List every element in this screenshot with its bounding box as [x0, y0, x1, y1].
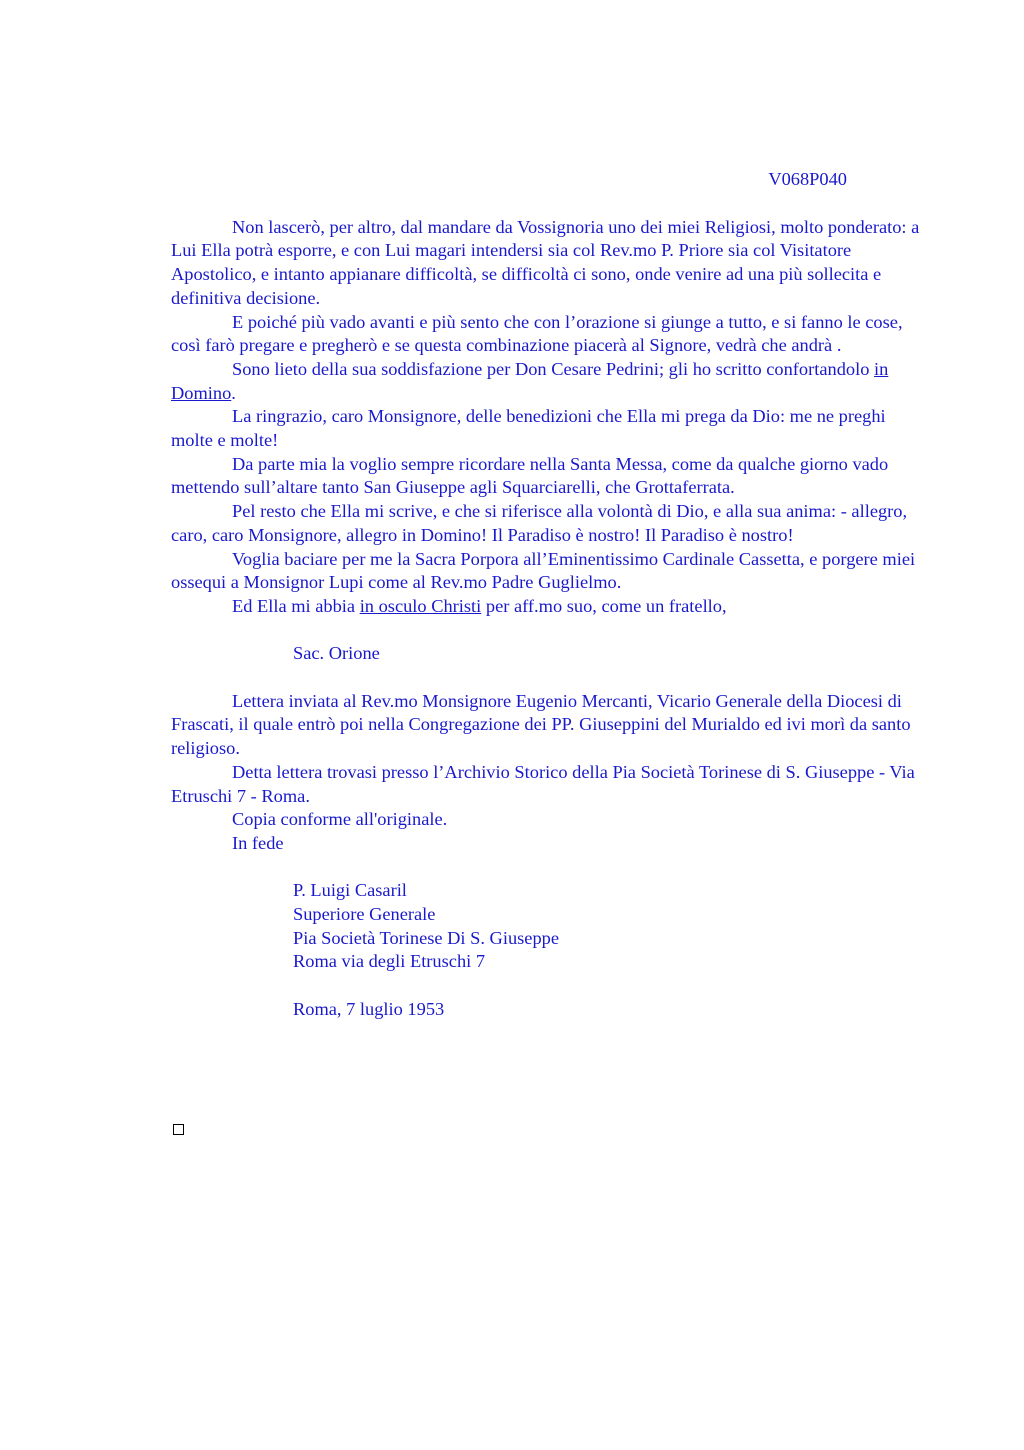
note-signer-title: Superiore Generale	[293, 904, 436, 925]
document-page	[171, 168, 929, 1022]
note-signer-name: P. Luigi Casaril	[293, 880, 407, 901]
letter-paragraph-5: Da parte mia la voglio sempre ricordare nella Santa Messa, come da qualche giorno vado mettendo sull’altare tanto San Giuseppe agli Squarciarelli, che Grottaferrata.	[171, 453, 889, 498]
letter-paragraph-6: Pel resto che Ella mi scrive, e che si riferisce alla volontà di Dio, e alla sua anima: - allegro, caro, caro Monsignore, allegro in Domino! Il Paradiso è nostro! Il Paradiso è nostro!	[171, 501, 908, 545]
note-paragraph-1: Lettera inviata al Rev.mo Monsignore Eugenio Mercanti, Vicario Generale della Diocesi di Frascati, il quale entrò poi nella Congregazione dei PP. Giuseppini del Murialdo ed ivi morì da santo religioso.	[171, 690, 911, 759]
letter-paragraph-4: La ringrazio, caro Monsignore, delle benedizioni che Ella mi prega da Dio: me ne preghi molte e molte!	[171, 406, 886, 451]
letter-paragraph-3	[171, 358, 929, 405]
underlined-in-domino: in Domino	[171, 358, 889, 403]
page-code: V068P040	[768, 169, 847, 189]
note-copy-line: Copia conforme all'originale.	[232, 809, 448, 830]
letter-signature-block	[171, 642, 929, 666]
checkbox-square-icon	[173, 1124, 184, 1135]
letter-paragraph-7: Voglia baciare per me la Sacra Porpora all’Eminentissimo Cardinale Cassetta, e porgere miei ossequi a Monsignor Lupi come al Rev.mo Padre Guglielmo.	[171, 548, 916, 593]
note-signer-organization: Pia Società Torinese Di S. Giuseppe	[293, 927, 560, 948]
letter-paragraph-1: Non lascerò, per altro, dal mandare da Vossignoria uno dei miei Religiosi, molto ponderato: a Lui Ella potrà esporre, e con Lui magari intendersi sia col Rev.mo P. Priore sia col Visitatore Apostolico, e intanto appianare difficoltà, se difficoltà ci sono, onde venire ad una più sollecita e definitiva decisione.	[171, 216, 920, 308]
note-signer-address: Roma via degli Etruschi 7	[293, 951, 486, 972]
letter-signature: Sac. Orione	[293, 643, 380, 664]
note-in-fede: In fede	[232, 832, 284, 853]
letter-paragraph-3-end: .	[231, 382, 236, 403]
underlined-in-osculo-christi: in osculo Christi	[359, 595, 482, 616]
note-date: Roma, 7 luglio 1953	[293, 998, 445, 1019]
letter-paragraph-8-text: Ed Ella mi abbia	[232, 595, 360, 616]
letter-paragraph-8	[171, 595, 929, 619]
note-paragraph-2: Detta lettera trovasi presso l’Archivio Storico della Pia Società Torinese di S. Giuseppe - Via Etruschi 7 - Roma.	[171, 761, 915, 806]
note-signature-block	[171, 879, 929, 1021]
letter-paragraph-2: E poiché più vado avanti e più sento che con l’orazione si giunge a tutto, e si fanno le cose, così farò pregare e pregherò e se questa combinazione piacerà al Signore, vedrà che andrà .	[171, 311, 903, 356]
letter-paragraph-8-end: per aff.mo suo, come un fratello,	[481, 595, 727, 616]
letter-paragraph-3-text: Sono lieto della sua soddisfazione per Don Cesare Pedrini; gli ho scritto confortandolo	[232, 358, 875, 379]
